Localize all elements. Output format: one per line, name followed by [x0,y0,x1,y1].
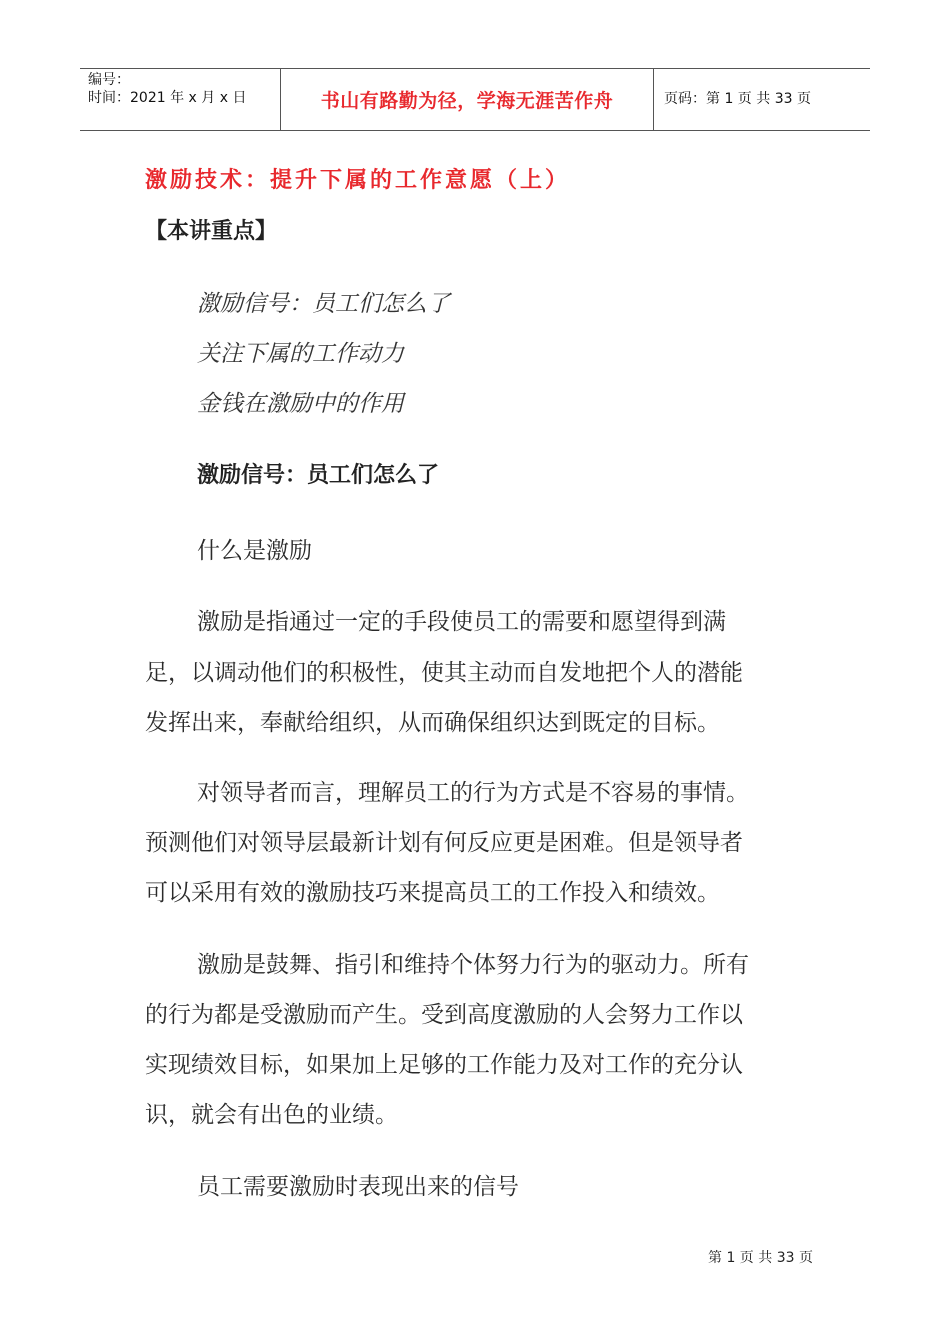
paragraph-line: 发挥出来，奉献给组织，从而确保组织达到既定的目标。 [145,710,720,736]
document-title: 激励技术：提升下属的工作意愿（上） [145,168,571,193]
page-footer: 第 1 页 共 33 页 [708,1250,813,1266]
document-date: 时间：2021 年 x 月 x 日 [88,90,247,106]
document-number: 编号： [88,72,130,88]
paragraph-line: 员工需要激励时表现出来的信号 [197,1174,519,1200]
paragraph-line: 可以采用有效的激励技巧来提高员工的工作投入和绩效。 [145,880,720,906]
outline-item: 激励信号：员工们怎么了 [197,291,450,317]
paragraph-line: 识，就会有出色的业绩。 [145,1102,398,1128]
header-motto-cell [281,69,654,130]
header-info-cell [80,69,281,130]
document-header [80,68,870,131]
paragraph-line: 激励是鼓舞、指引和维持个体努力行为的驱动力。所有 [197,952,749,978]
outline-item: 金钱在激励中的作用 [197,391,404,417]
paragraph-line: 预测他们对领导层最新计划有何反应更是困难。但是领导者 [145,830,743,856]
paragraph-line: 对领导者而言，理解员工的行为方式是不容易的事情。 [197,780,749,806]
paragraph-line: 的行为都是受激励而产生。受到高度激励的人会努力工作以 [145,1002,743,1028]
header-page-cell [654,69,870,130]
subheading: 什么是激励 [197,538,312,564]
paragraph-line: 激励是指通过一定的手段使员工的需要和愿望得到满 [197,609,726,635]
outline-item: 关注下属的工作动力 [197,341,404,367]
header-page-number: 页码：第 1 页 共 33 页 [664,91,811,107]
header-motto: 书山有路勤为径，学海无涯苦作舟 [320,90,614,112]
paragraph-line: 实现绩效目标，如果加上足够的工作能力及对工作的充分认 [145,1052,743,1078]
key-points-heading: 【本讲重点】 [145,219,278,244]
section-heading: 激励信号：员工们怎么了 [197,463,440,488]
paragraph-line: 足，以调动他们的积极性，使其主动而自发地把个人的潜能 [145,660,743,686]
